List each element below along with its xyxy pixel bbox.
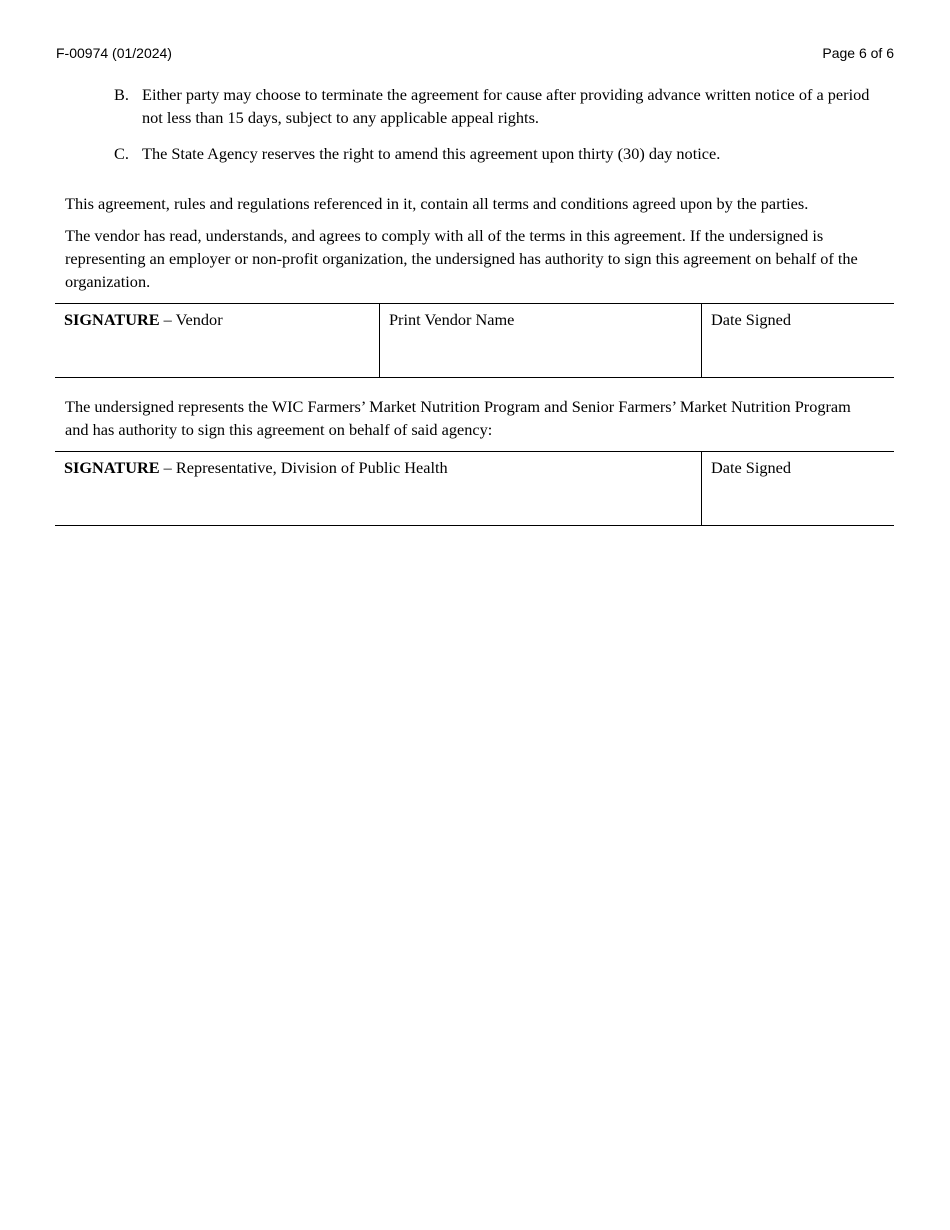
agency-date-field[interactable] bbox=[701, 452, 894, 525]
vendor-statement-paragraph: The vendor has read, understands, and agrees to comply with all of the terms in this agreement. If the undersigned is representing an employer or non-profit organization, the undersigned has authority to sign this agreement on behalf of the organization. bbox=[65, 226, 858, 291]
vendor-name-label: Print Vendor Name bbox=[389, 310, 515, 329]
signature-label: SIGNATURE bbox=[64, 310, 160, 329]
terms-paragraph: This agreement, rules and regulations referenced in it, contain all terms and conditions agreed upon by the parties. bbox=[65, 194, 809, 213]
list-marker: B. bbox=[114, 85, 129, 104]
vendor-signature-field[interactable] bbox=[55, 304, 379, 377]
agency-statement-paragraph: The undersigned represents the WIC Farmers’ Market Nutrition Program and Senior Farmers’ Market Nutrition Program and has authority to sign this agreement on behalf of said agency: bbox=[65, 397, 851, 439]
vendor-date-field[interactable] bbox=[701, 304, 894, 377]
date-signed-label: Date Signed bbox=[711, 310, 792, 329]
list-item-text: The State Agency reserves the right to amend this agreement upon thirty (30) day notice. bbox=[142, 144, 721, 163]
vendor-name-field[interactable] bbox=[379, 304, 701, 377]
signature-role-label: – Representative, Division of Public Health bbox=[159, 458, 448, 477]
signature-label: SIGNATURE bbox=[64, 458, 160, 477]
list-item-c bbox=[114, 142, 874, 165]
list-item-b bbox=[114, 83, 874, 129]
form-number: F-00974 (01/2024) bbox=[56, 45, 172, 61]
vendor-signature-table bbox=[55, 303, 894, 378]
agency-signature-field[interactable] bbox=[55, 452, 701, 525]
page-number: Page 6 of 6 bbox=[822, 45, 894, 61]
list-item-text: Either party may choose to terminate the agreement for cause after providing advance written notice of a period not less than 15 days, subject to any applicable appeal rights. bbox=[142, 85, 870, 127]
date-signed-label: Date Signed bbox=[711, 458, 792, 477]
list-marker: C. bbox=[114, 144, 129, 163]
signature-role-label: – Vendor bbox=[159, 310, 223, 329]
agency-signature-table bbox=[55, 451, 894, 526]
